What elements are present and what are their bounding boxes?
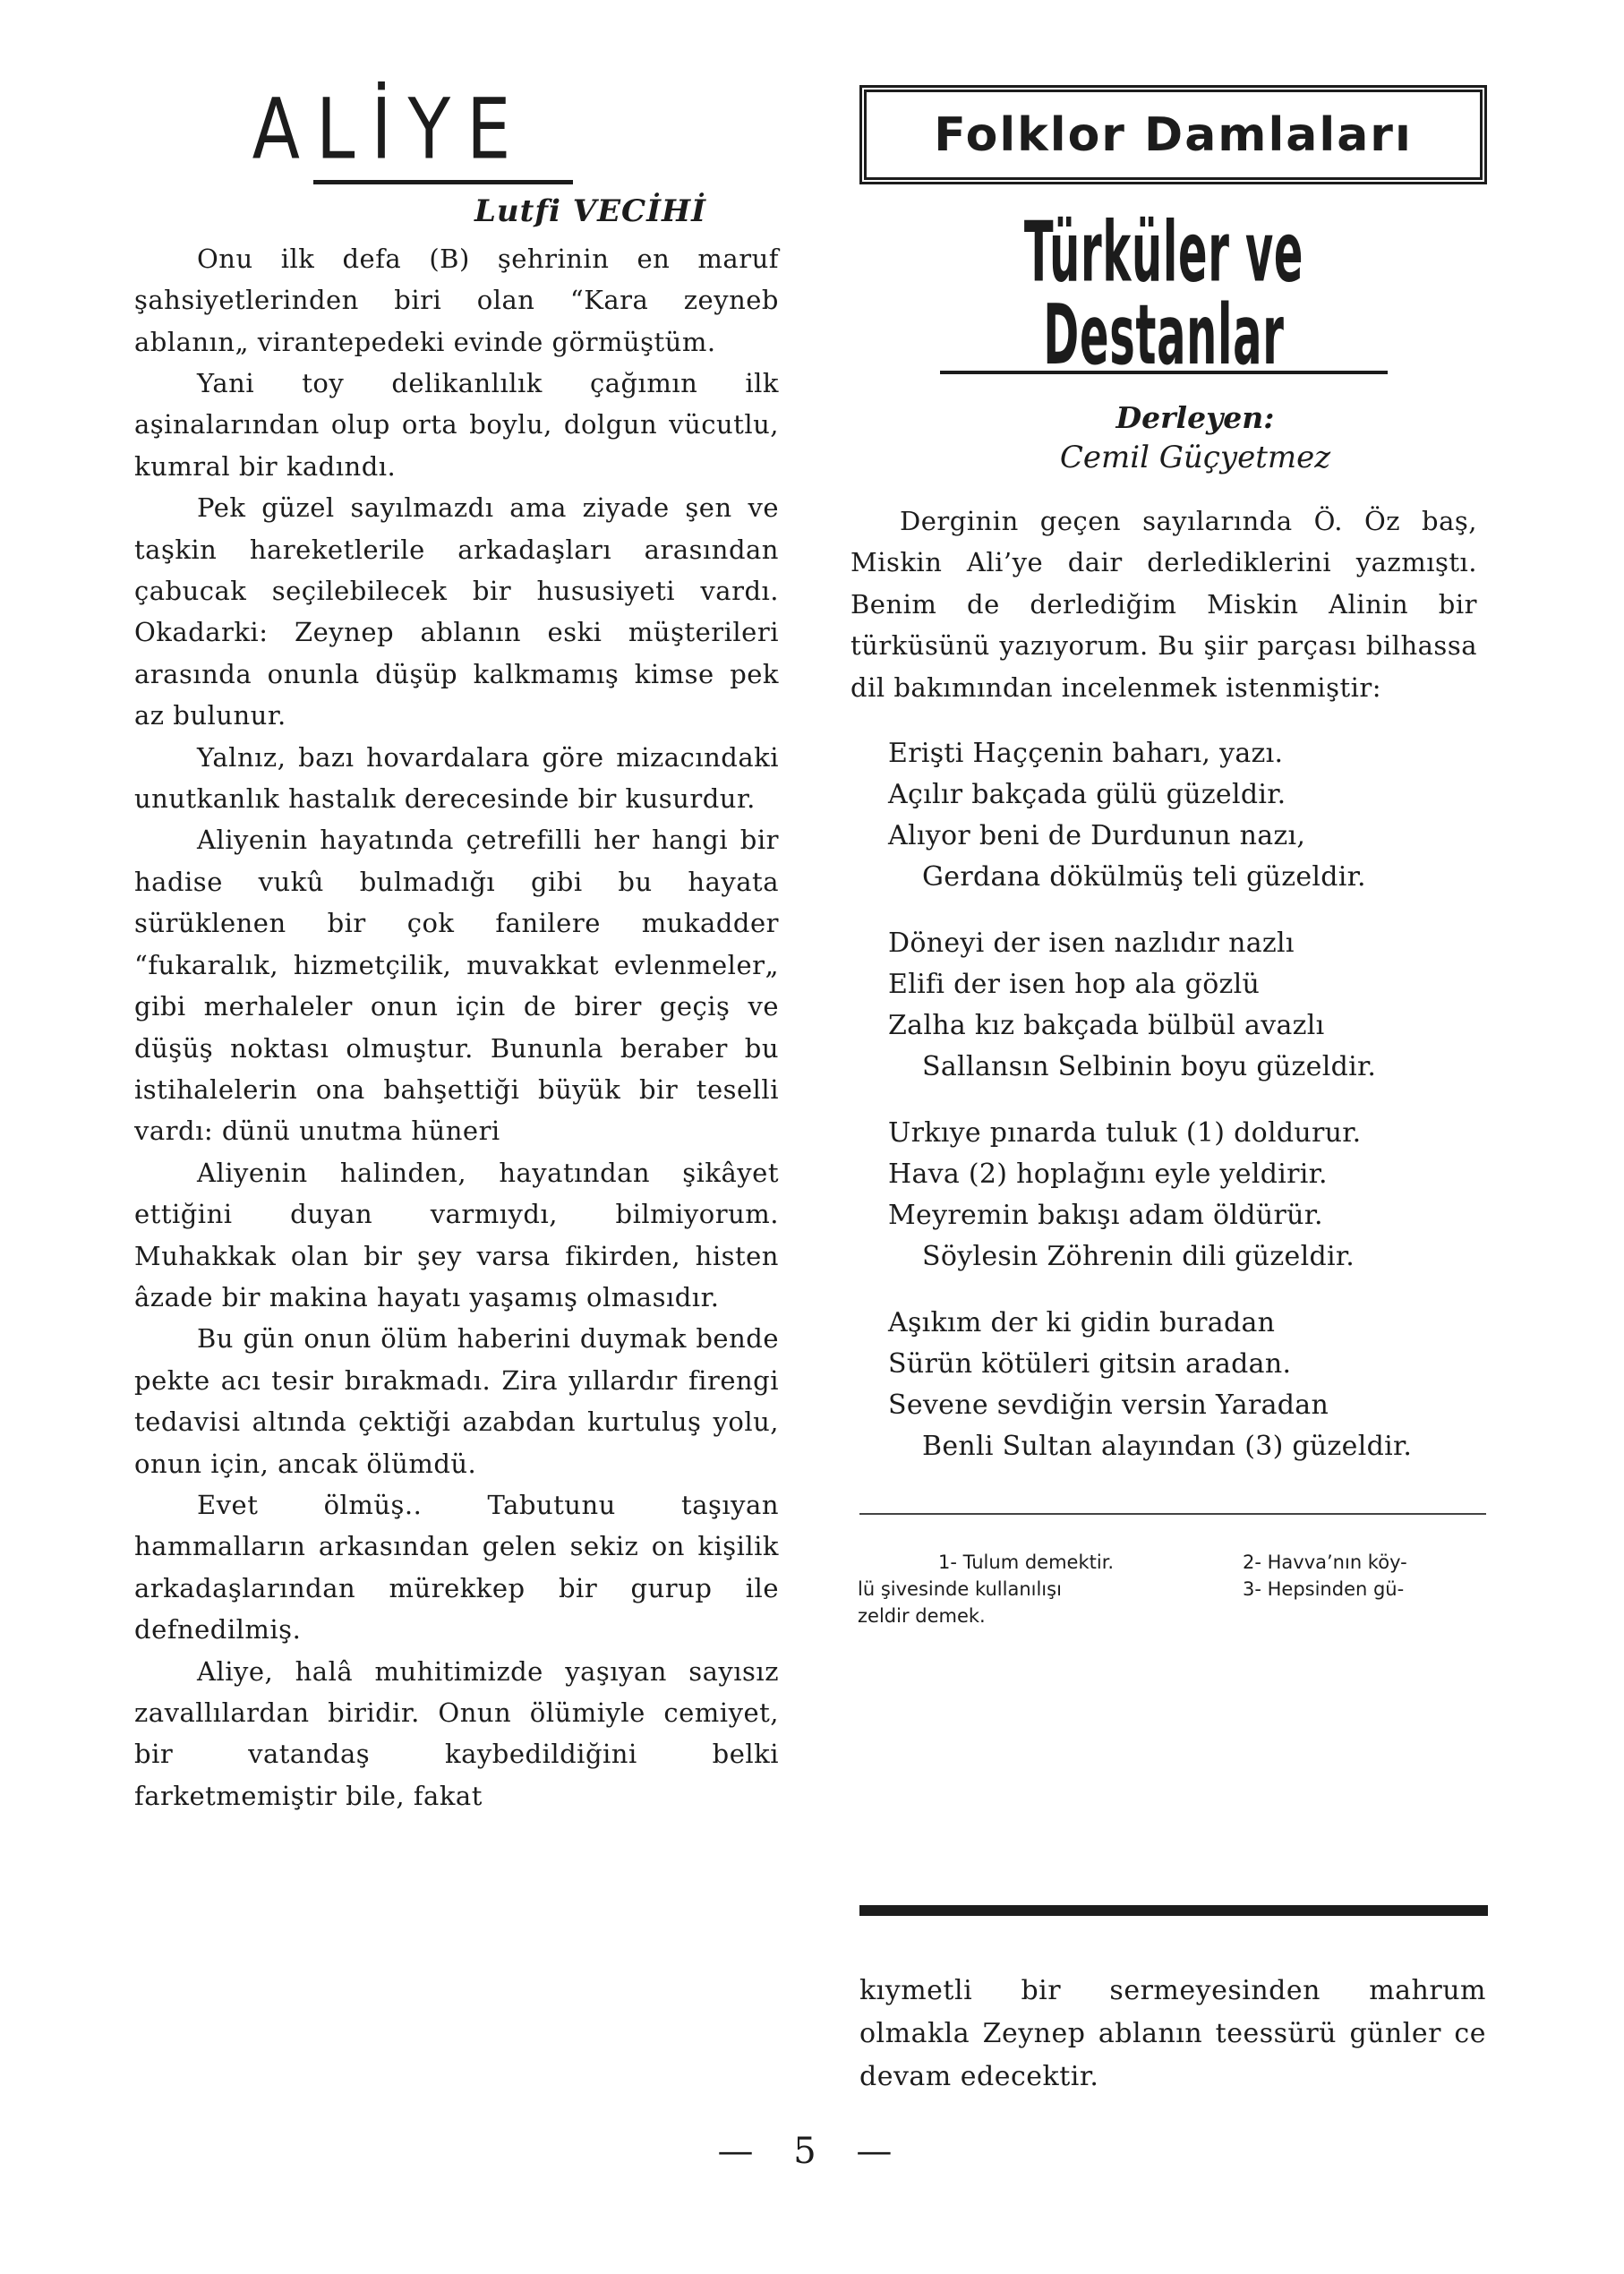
poem-line: Sevene sevdiğin versin Yaradan — [888, 1389, 1329, 1422]
article-paragraph: Onu ilk defa (B) şehrinin en maruf şahsiyetlerinden biri olan “Kara zeyneb ablanın„ virantepedeki evinde görmüştüm. — [134, 243, 779, 357]
poem-line: Sallansın Selbinin boyu güzeldir. — [922, 1051, 1377, 1083]
footnote-divider — [859, 1513, 1486, 1515]
poem-line: Sürün kötüleri gitsin aradan. — [888, 1348, 1292, 1381]
footnotes — [858, 1549, 1502, 1629]
poem-line: Zalha kız bakçada bülbül avazlı — [888, 1010, 1325, 1042]
footnote-3: 3- Hepsinden gü- — [1243, 1578, 1405, 1600]
poem-stanza — [888, 733, 1477, 898]
footnote-2-continued: lü şivesinde kullanılışı — [858, 1578, 1062, 1600]
footnote-3-continued: zeldir demek. — [858, 1605, 986, 1627]
poem-line: Döneyi der isen nazlıdır nazlı — [888, 928, 1295, 960]
article-paragraph: Yani toy delikanlılık çağımın ilk aşinalarından olup orta boylu, dolgun vücutlu, kumral bir kadındı. — [134, 368, 779, 482]
title-underline — [313, 180, 573, 184]
poem-line: Elifi der isen hop ala gözlü — [888, 969, 1261, 1001]
poem-line: Benli Sultan alayından (3) güzeldir. — [922, 1431, 1413, 1463]
article-paragraph: Bu gün onun ölüm haberini duymak bende pekte acı tesir bırakmadı. Zira yıllardır firengi tedavisi altında çektiği azabdan kurtuluş yolu, onun için, ancak ölümdü. — [134, 1323, 779, 1479]
article-continuation: kıymetli bir sermeyesinden mahrum olmakla Zeynep ablanın teessürü günler ce devam edecektir. — [859, 1975, 1486, 2092]
poem-stanza — [888, 923, 1477, 1088]
poem-line: Açılır bakçada gülü güzeldir. — [888, 779, 1286, 811]
article-title: ALİYE — [252, 81, 527, 179]
poem-line: Söylesin Zöhrenin dili güzeldir. — [922, 1241, 1355, 1273]
section-label: Folklor Damlaları — [934, 107, 1413, 162]
poem-line: Alıyor beni de Durdunun nazı, — [888, 820, 1306, 852]
article-paragraph: Yalnız, bazı hovardalara göre mizacındaki unutkanlık hastalık derecesinde bir kusurdur. — [134, 741, 779, 815]
article-paragraph: Evet ölmüş.. Tabutunu taşıyan hammalların arkasından gelen sekiz on kişilik arkadaşlarından mürekkep bir gurup ile defnedilmiş. — [134, 1489, 779, 1646]
poem-stanza — [888, 1113, 1477, 1278]
section-label-box — [859, 85, 1487, 184]
poem-stanza — [888, 1303, 1477, 1467]
article-paragraph: Aliye, halâ muhitimizde yaşıyan sayısız zavallılardan biridir. Onun ölümiyle cemiyet, bir vatandaş kaybedildiğini belki farketmemiştir bile, fakat — [134, 1655, 779, 1811]
poem-line: Erişti Haççenin baharı, yazı. — [888, 738, 1284, 770]
compiler-name: Cemil Güçyetmez — [1059, 439, 1331, 475]
poem-line: Urkıye pınarda tuluk (1) doldurur. — [888, 1117, 1362, 1150]
article-author: Lutfi VECİHİ — [474, 192, 706, 229]
article-paragraph: Pek güzel sayılmazdı ama ziyade şen ve taşkin hareketlerile arkadaşları arasından çabucak seçilebilecek bir hususiyeti vardı. Okadarki: Zeynep ablanın eski müşterileri arasında onunla düşüp kalkmamış kimse pek az bulunur. — [134, 492, 779, 731]
footnote-1: 1- Tulum demektir. — [938, 1552, 1115, 1573]
article-intro: Derginin geçen sayılarında Ö. Öz baş, Miskin Ali’ye dair derlediklerini yazmıştı. Benim de derlediğim Miskin Alinin bir türküsünü yazıyorum. Bu şiir parçası bilhassa dil bakımından incelenmek istenmiştir: — [850, 506, 1477, 703]
page-number: — 5 — — [717, 2131, 907, 2172]
column-divider — [859, 1905, 1488, 1916]
folklore-article — [850, 85, 1477, 1467]
footnote-2: 2- Havva’nın köy- — [1243, 1552, 1407, 1573]
poem-line: Gerdana dökülmüş teli güzeldir. — [922, 861, 1366, 893]
compiled-by-label: Derleyen: — [1115, 400, 1275, 435]
article-paragraph: Aliyenin halinden, hayatından şikâyet ettiğini duyan varmıydı, bilmiyorum. Muhakkak olan bir şey varsa fikirden, histen âzade bir makina hayatı yaşamış olmasıdır. — [134, 1157, 779, 1312]
poem-line: Meyremin bakışı adam öldürür. — [888, 1200, 1323, 1232]
aliye-article — [134, 81, 779, 1817]
article-paragraph: Aliyenin hayatında çetrefilli her hangi bir hadise vukû bulmadığı gibi bu hayata sürüklenen bir çok fanilere mukadder “fukaralık, hizmetçilik, muvakkat evlenmeler„ gibi merhaleler onun için de birer geçiş ve düşüş noktası olmuştur. Bununla beraber bu istihalelerin ona bahşettiği büyük bir teselli vardı: dünü unutma hüneri — [134, 825, 779, 1147]
poem-line: Hava (2) hoplağını eyle yeldirir. — [888, 1158, 1328, 1191]
poem-line: Aşıkım der ki gidin buradan — [888, 1307, 1276, 1339]
article-title: Türküler ve Destanlar — [1023, 204, 1304, 384]
